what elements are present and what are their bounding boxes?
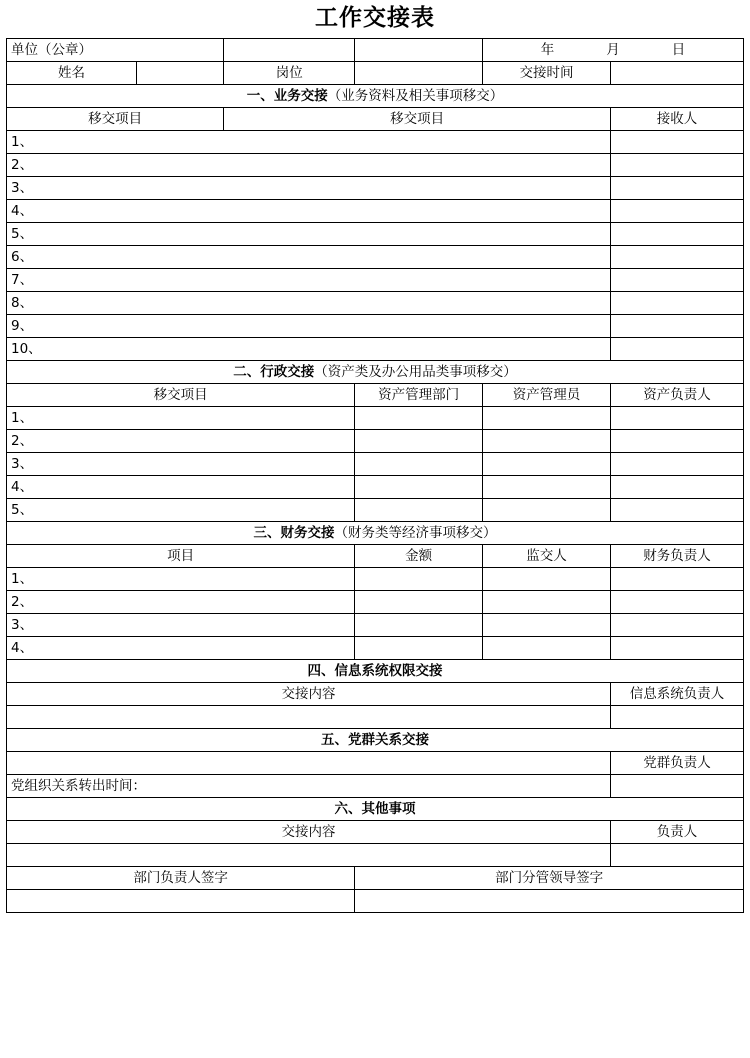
signature-input-row (7, 890, 744, 913)
section-2-col-owner: 资产负责人 (611, 384, 744, 407)
section-1-row-4-item[interactable]: 4、 (7, 200, 611, 223)
section-2-row-3-item[interactable]: 3、 (7, 453, 355, 476)
section-2-row-1-owner[interactable] (611, 407, 744, 430)
position-label: 岗位 (224, 62, 355, 85)
section-5-name: 党群关系交接 (348, 732, 429, 748)
section-1-row-5-receiver[interactable] (611, 223, 744, 246)
section-3-row-4-item[interactable]: 4、 (7, 637, 355, 660)
section-1-row-3-receiver[interactable] (611, 177, 744, 200)
table-row (7, 430, 744, 453)
table-row (7, 775, 744, 798)
section-2-subtitle: （资产类及办公用品类事项移交） (314, 364, 517, 380)
date-day-label: 日 (671, 42, 686, 58)
section-2-name: 行政交接 (260, 364, 315, 380)
section-2-row-3-manager[interactable] (483, 453, 611, 476)
table-row (7, 706, 744, 729)
section-4-name: 信息系统权限交接 (334, 663, 443, 679)
table-row (7, 637, 744, 660)
section-4-title (7, 660, 744, 683)
section-6-content-cell[interactable] (7, 844, 611, 867)
section-2-col-item: 移交项目 (7, 384, 355, 407)
section-3-header-row (7, 522, 744, 545)
section-6-number: 六、 (334, 801, 362, 817)
section-4-header-row (7, 660, 744, 683)
table-row (7, 177, 744, 200)
section-1-col-receiver: 接收人 (611, 108, 744, 131)
section-2-title (7, 361, 744, 384)
section-1-row-9-receiver[interactable] (611, 315, 744, 338)
section-3-name: 财务交接 (280, 525, 335, 541)
section-3-row-3-supervisor[interactable] (483, 614, 611, 637)
dept-leader-signature-field[interactable] (355, 890, 744, 913)
section-1-row-10-item[interactable]: 10、 (7, 338, 611, 361)
section-2-row-4-owner[interactable] (611, 476, 744, 499)
section-1-row-8-item[interactable]: 8、 (7, 292, 611, 315)
section-1-row-6-item[interactable]: 6、 (7, 246, 611, 269)
dept-head-signature-label: 部门负责人签字 (7, 867, 355, 890)
handover-time-label: 交接时间 (483, 62, 611, 85)
section-6-col-content: 交接内容 (7, 821, 611, 844)
handover-form-table (6, 38, 744, 913)
section-4-column-header-row (7, 683, 744, 706)
section-2-row-5-item[interactable]: 5、 (7, 499, 355, 522)
section-1-row-2-item[interactable]: 2、 (7, 154, 611, 177)
section-1-row-4-receiver[interactable] (611, 200, 744, 223)
section-2-row-5-owner[interactable] (611, 499, 744, 522)
unit-label: 单位（公章） (7, 39, 224, 62)
section-2-number: 二、 (233, 364, 261, 380)
section-1-subtitle: （业务资料及相关事项移交） (327, 88, 504, 104)
section-3-row-2-item[interactable]: 2、 (7, 591, 355, 614)
section-2-col-manager: 资产管理员 (483, 384, 611, 407)
section-1-row-9-item[interactable]: 9、 (7, 315, 611, 338)
table-row (7, 591, 744, 614)
section-3-col-amount: 金额 (355, 545, 483, 568)
section-3-title (7, 522, 744, 545)
section-3-row-1-supervisor[interactable] (483, 568, 611, 591)
section-4-col-content: 交接内容 (7, 683, 611, 706)
table-row (7, 453, 744, 476)
section-2-row-4-manager[interactable] (483, 476, 611, 499)
section-5-column-header-row (7, 752, 744, 775)
page-title: 工作交接表 (315, 5, 435, 31)
table-row (7, 614, 744, 637)
date-month-label: 月 (606, 42, 620, 58)
section-1-number: 一、 (246, 88, 274, 104)
section-2-row-2-dept[interactable] (355, 430, 483, 453)
header-row-unit (7, 39, 744, 62)
section-3-row-3-owner[interactable] (611, 614, 744, 637)
table-row (7, 338, 744, 361)
section-1-title (7, 85, 744, 108)
section-2-col-dept: 资产管理部门 (355, 384, 483, 407)
section-2-row-5-manager[interactable] (483, 499, 611, 522)
section-1-row-7-receiver[interactable] (611, 269, 744, 292)
section-2-row-1-manager[interactable] (483, 407, 611, 430)
section-3-row-1-item[interactable]: 1、 (7, 568, 355, 591)
section-2-header-row (7, 361, 744, 384)
table-row (7, 315, 744, 338)
section-1-row-3-item[interactable]: 3、 (7, 177, 611, 200)
date-cell[interactable] (483, 39, 744, 62)
section-3-row-2-owner[interactable] (611, 591, 744, 614)
table-row (7, 407, 744, 430)
section-1-row-6-receiver[interactable] (611, 246, 744, 269)
section-3-col-supervisor: 监交人 (483, 545, 611, 568)
table-row (7, 131, 744, 154)
section-2-row-3-owner[interactable] (611, 453, 744, 476)
section-4-content-cell[interactable] (7, 706, 611, 729)
section-6-column-header-row (7, 821, 744, 844)
section-3-row-3-amount[interactable] (355, 614, 483, 637)
section-3-row-3-item[interactable]: 3、 (7, 614, 355, 637)
section-6-title (7, 798, 744, 821)
table-row (7, 844, 744, 867)
section-2-column-header-row (7, 384, 744, 407)
section-3-row-2-amount[interactable] (355, 591, 483, 614)
handover-time-input-cell[interactable] (611, 62, 744, 85)
name-label: 姓名 (7, 62, 137, 85)
section-1-row-5-item[interactable]: 5、 (7, 223, 611, 246)
section-1-row-10-receiver[interactable] (611, 338, 744, 361)
section-6-header-row (7, 798, 744, 821)
table-row (7, 200, 744, 223)
section-2-row-1-dept[interactable] (355, 407, 483, 430)
dept-leader-signature-label: 部门分管领导签字 (355, 867, 744, 890)
table-row (7, 292, 744, 315)
table-row (7, 568, 744, 591)
section-2-row-4-item[interactable]: 4、 (7, 476, 355, 499)
section-2-row-2-owner[interactable] (611, 430, 744, 453)
section-1-row-8-receiver[interactable] (611, 292, 744, 315)
section-5-col-blank (7, 752, 611, 775)
section-2-row-1-item[interactable]: 1、 (7, 407, 355, 430)
section-3-row-4-owner[interactable] (611, 637, 744, 660)
section-6-owner-cell[interactable] (611, 844, 744, 867)
section-3-number: 三、 (253, 525, 281, 541)
table-row (7, 246, 744, 269)
section-5-number: 五、 (321, 732, 348, 748)
section-3-col-owner: 财务负责人 (611, 545, 744, 568)
section-1-col-item-a: 移交项目 (7, 108, 224, 131)
section-3-column-header-row (7, 545, 744, 568)
section-1-column-header-row (7, 108, 744, 131)
signature-label-row (7, 867, 744, 890)
section-2-row-2-item[interactable]: 2、 (7, 430, 355, 453)
header-row-name (7, 62, 744, 85)
section-5-header-row (7, 729, 744, 752)
section-4-owner-cell[interactable] (611, 706, 744, 729)
section-1-row-1-item[interactable]: 1、 (7, 131, 611, 154)
table-row (7, 499, 744, 522)
section-3-row-4-amount[interactable] (355, 637, 483, 660)
section-1-name: 业务交接 (273, 88, 328, 104)
section-1-row-2-receiver[interactable] (611, 154, 744, 177)
section-6-name: 其他事项 (361, 801, 416, 817)
name-input-cell[interactable] (136, 62, 223, 85)
section-2-row-3-dept[interactable] (355, 453, 483, 476)
unit-blank-cell-2[interactable] (355, 39, 483, 62)
section-2-row-4-dept[interactable] (355, 476, 483, 499)
unit-blank-cell-1[interactable] (224, 39, 355, 62)
section-3-row-4-supervisor[interactable] (483, 637, 611, 660)
section-1-row-7-item[interactable]: 7、 (7, 269, 611, 292)
date-year-label: 年 (540, 42, 555, 58)
section-5-owner-cell[interactable] (611, 775, 744, 798)
section-5-content-cell[interactable]: 党组织关系转出时间： (7, 775, 611, 798)
section-2-row-5-dept[interactable] (355, 499, 483, 522)
section-5-title (7, 729, 744, 752)
section-2-row-2-manager[interactable] (483, 430, 611, 453)
section-3-row-2-supervisor[interactable] (483, 591, 611, 614)
table-row (7, 154, 744, 177)
dept-head-signature-field[interactable] (7, 890, 355, 913)
section-4-col-owner: 信息系统负责人 (611, 683, 744, 706)
table-row (7, 269, 744, 292)
section-3-col-item: 项目 (7, 545, 355, 568)
section-3-row-1-amount[interactable] (355, 568, 483, 591)
section-5-col-owner: 党群负责人 (611, 752, 744, 775)
section-1-col-item-b: 移交项目 (224, 108, 611, 131)
section-4-number: 四、 (307, 663, 335, 679)
section-6-col-owner: 负责人 (611, 821, 744, 844)
section-1-row-1-receiver[interactable] (611, 131, 744, 154)
table-row (7, 476, 744, 499)
table-row (7, 223, 744, 246)
position-input-cell[interactable] (355, 62, 483, 85)
section-3-subtitle: （财务类等经济事项移交） (334, 525, 497, 541)
section-1-header-row (7, 85, 744, 108)
section-3-row-1-owner[interactable] (611, 568, 744, 591)
